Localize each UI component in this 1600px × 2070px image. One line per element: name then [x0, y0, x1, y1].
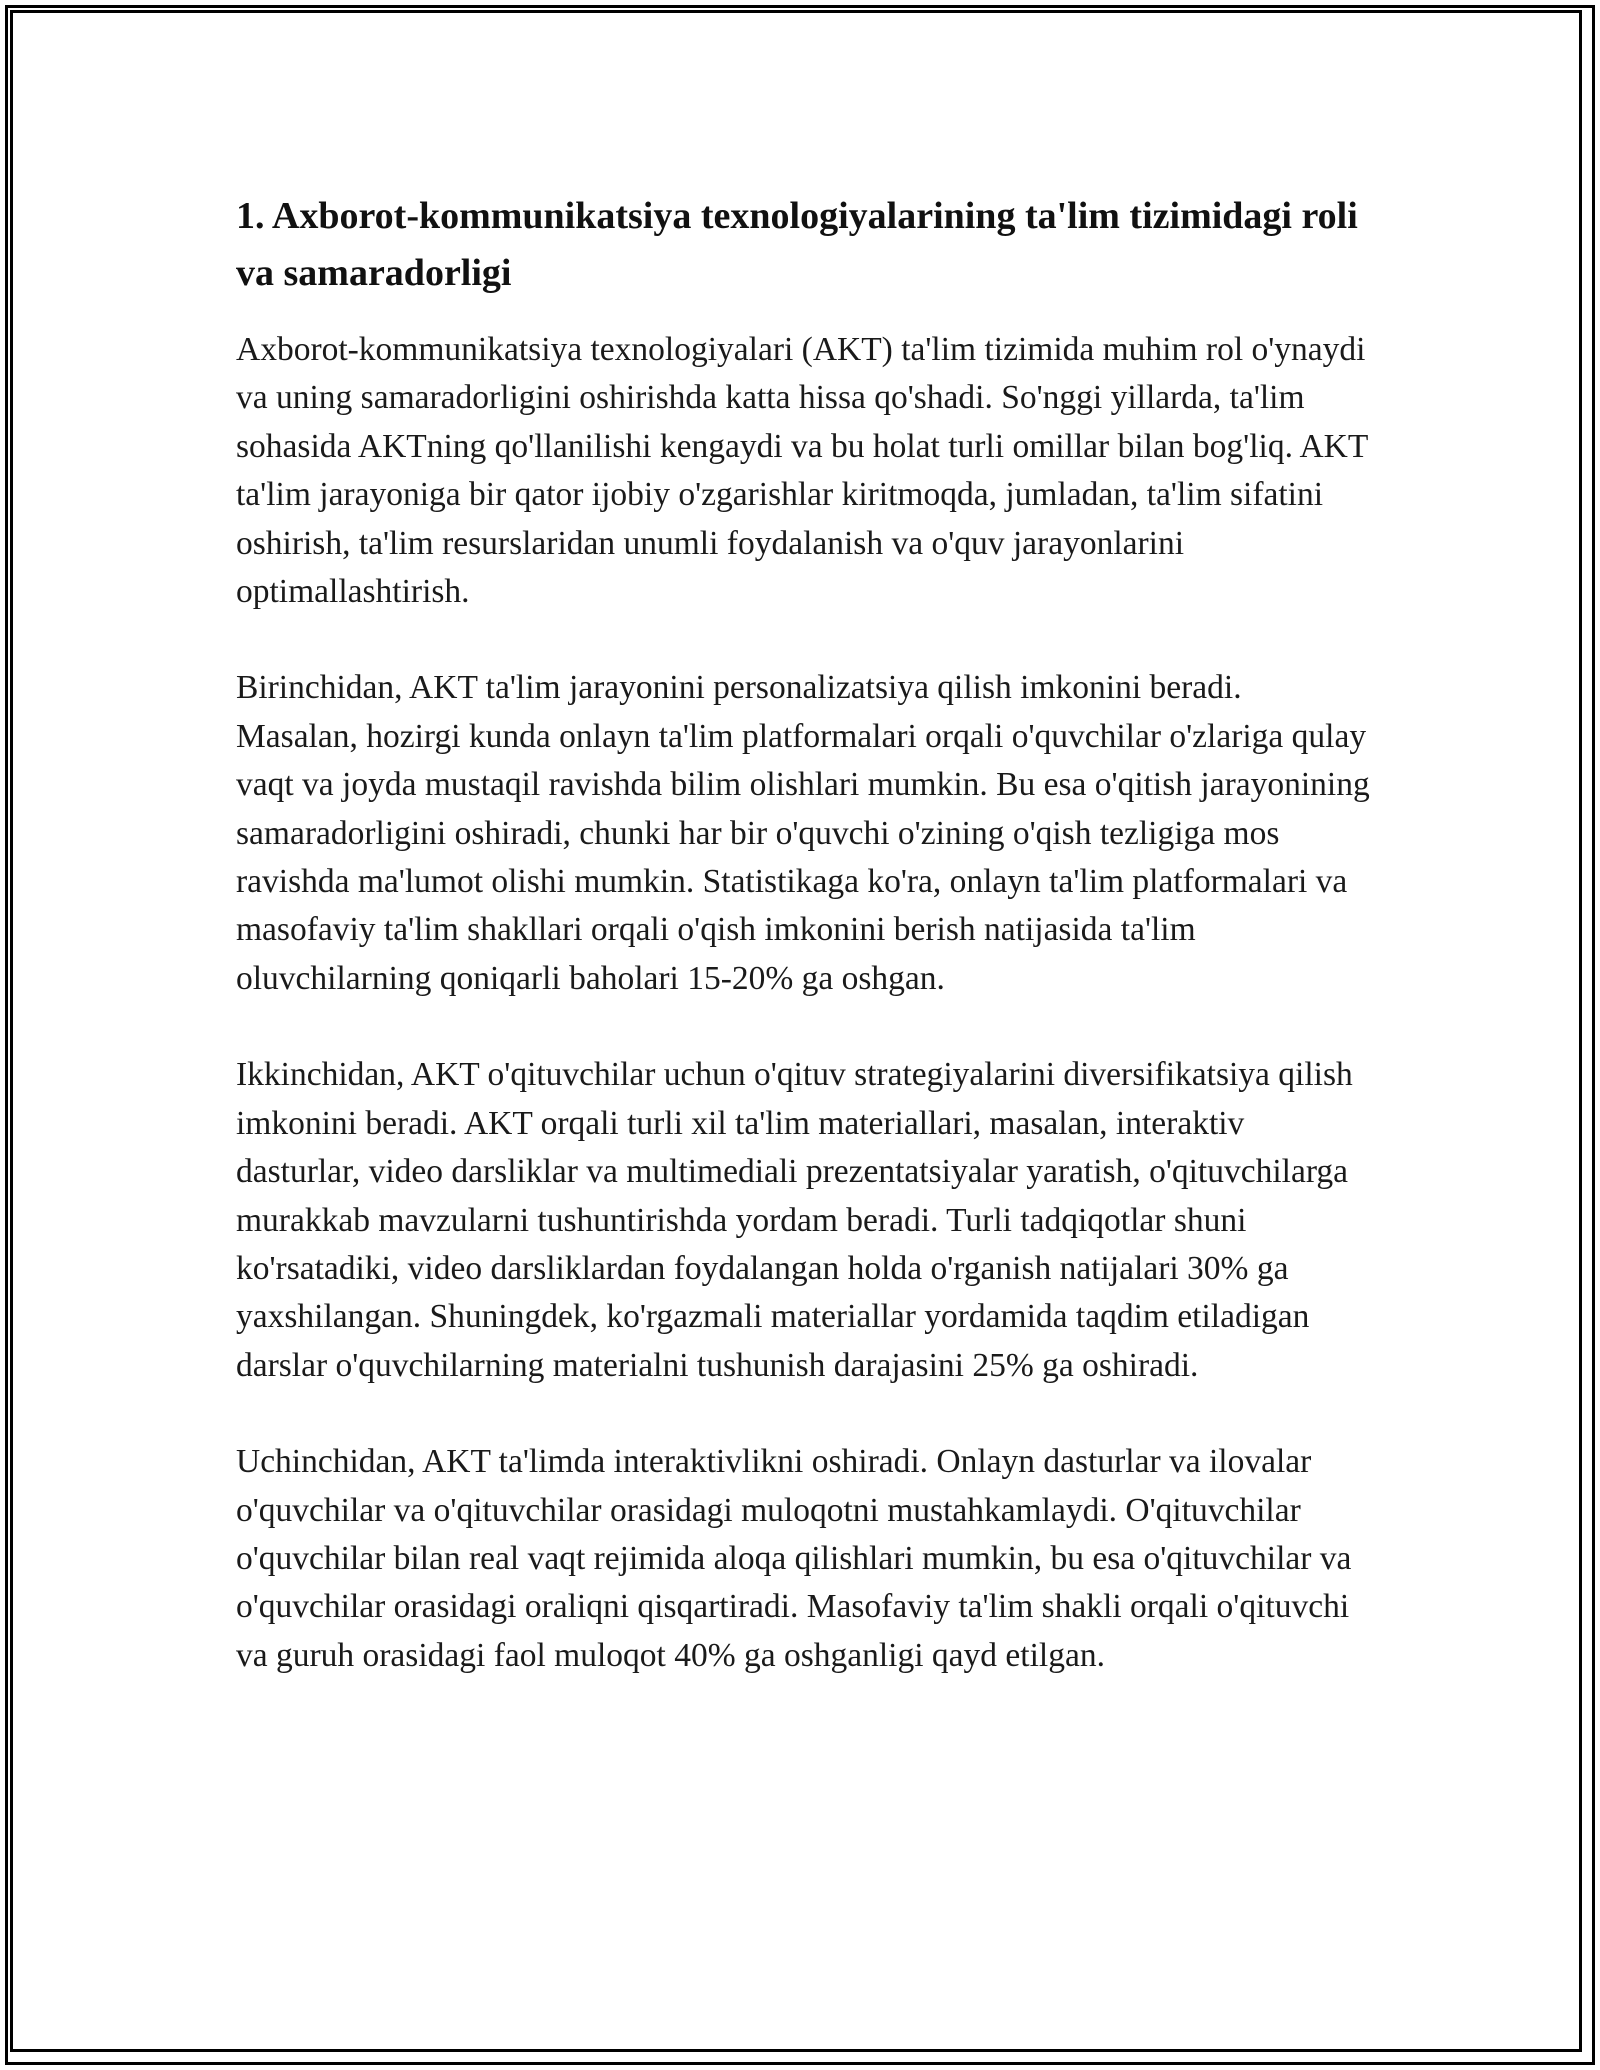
paragraph-second: Ikkinchidan, AKT o'qituvchilar uchun o'qituv strategiyalarini diversifikatsiya qilish imkonini beradi. AKT orqali turli xil ta'lim materiallari, masalan, interaktiv dasturlar, video darsliklar va multimediali prezentatsiyalar yaratish, o'qituvchilarga murakkab mavzularni tushuntirishda yordam beradi. Turli tadqiqotlar shuni ko'rsatadiki, video darsliklardan foydalangan holda o'rganish natijalari 30% ga yaxshilangan. Shuningdek, ko'rgazmali materiallar yordamida taqdim etiladigan darslar o'quvchilarning materialni tushunish darajasini 25% ga oshiradi. — [236, 1056, 1353, 1384]
paragraph-first: Birinchidan, AKT ta'lim jarayonini personalizatsiya qilish imkonini beradi. Masalan, hozirgi kunda onlayn ta'lim platformalari orqali o'quvchilar o'zlariga qulay vaqt va joyda mustaqil ravishda bilim olishlari mumkin. Bu esa o'qitish jarayonining samaradorligini oshiradi, chunki har bir o'quvchi o'zining o'qish tezligiga mos ravishda ma'lumot olishi mumkin. Statistikaga ko'ra, onlayn ta'lim platformalari va masofaviy ta'lim shakllari orqali o'qish imkonini berish natijasida ta'lim oluvchilarning qoniqarli baholari 15-20% ga oshgan. — [236, 669, 1370, 997]
paragraph-third: Uchinchidan, AKT ta'limda interaktivlikni oshiradi. Onlayn dasturlar va ilovalar o'quvchilar va o'qituvchilar orasidagi muloqotni mustahkamlaydi. O'qituvchilar o'quvchilar bilan real vaqt rejimida aloqa qilishlari mumkin, bu esa o'qituvchilar va o'quvchilar orasidagi oraliqni qisqartiradi. Masofaviy ta'lim shakli orqali o'qituvchi va guruh orasidagi faol muloqot 40% ga oshganligi qayd etilgan. — [236, 1443, 1352, 1674]
paragraph-intro: Axborot-kommunikatsiya texnologiyalari (AKT) ta'lim tizimida muhim rol o'ynaydi va uning samaradorligini oshirishda katta hissa qo'shadi. So'nggi yillarda, ta'lim sohasida AKTning qo'llanilishi kengaydi va bu holat turli omillar bilan bog'liq. AKT ta'lim jarayoniga bir qator ijobiy o'zgarishlar kiritmoqda, jumladan, ta'lim sifatini oshirish, ta'lim resurslaridan unumli foydalanish va o'quv jarayonlarini optimallashtirish. — [236, 331, 1368, 611]
section-heading: 1. Axborot-kommunikatsiya texnologiyalarining ta'lim tizimidagi roli va samaradorligi — [236, 195, 1358, 294]
document-body — [236, 188, 1371, 1728]
